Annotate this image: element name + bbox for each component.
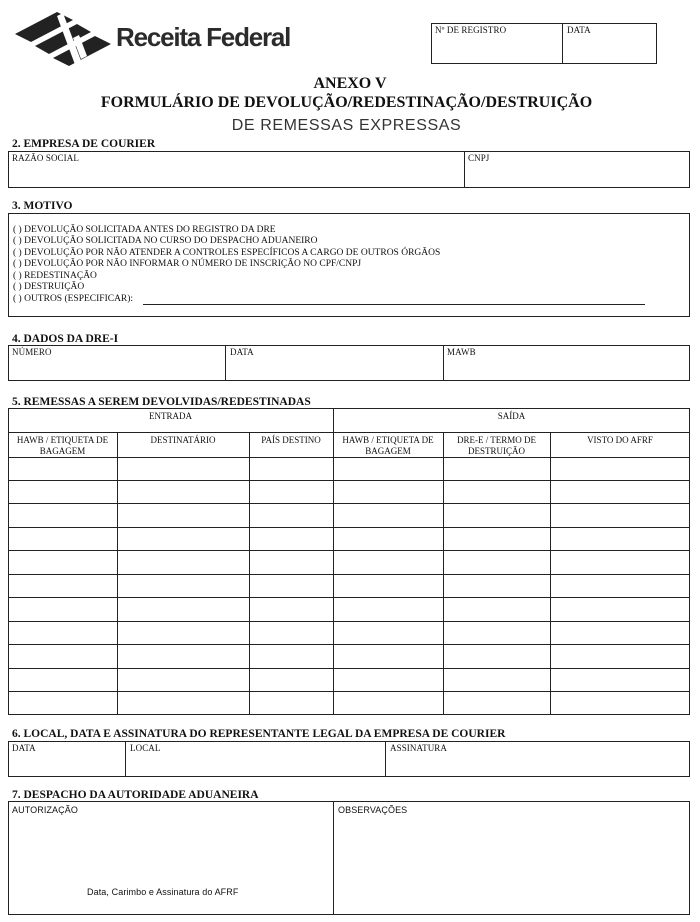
- col-pais-destino: PAÍS DESTINO: [261, 435, 321, 445]
- observacoes-label: OBSERVAÇÕES: [338, 805, 408, 815]
- afrf-signature-caption: Data, Carimbo e Assinatura do AFRF: [87, 887, 239, 897]
- motivo-option[interactable]: ( ) DEVOLUÇÃO POR NÃO INFORMAR O NÚMERO DE INSCRIÇÃO NO CPF/CNPJ: [13, 259, 362, 269]
- section-7-title: 7. DESPACHO DA AUTORIDADE ADUANEIRA: [12, 789, 259, 801]
- section-2-title: 2. EMPRESA DE COURIER: [12, 138, 156, 150]
- razao-social-label: RAZÃO SOCIAL: [12, 153, 79, 163]
- registro-label: Nº DE REGISTRO: [435, 25, 507, 35]
- motivo-option[interactable]: ( ) DEVOLUÇÃO SOLICITADA NO CURSO DO DESPACHO ADUANEIRO: [13, 236, 318, 246]
- motivo-option[interactable]: ( ) DESTRUIÇÃO: [13, 282, 85, 292]
- section-6-title: 6. LOCAL, DATA E ASSINATURA DO REPRESENTANTE LEGAL DA EMPRESA DE COURIER: [12, 728, 506, 740]
- cnpj-label: CNPJ: [468, 153, 490, 163]
- outros-line[interactable]: [143, 304, 645, 305]
- assinatura-label: ASSINATURA: [390, 743, 448, 753]
- mawb-label: MAWB: [447, 347, 476, 357]
- section-3-title: 3. MOTIVO: [12, 200, 73, 212]
- registro-data-label: DATA: [567, 25, 591, 35]
- motivo-option[interactable]: ( ) DEVOLUÇÃO POR NÃO ATENDER A CONTROLES ESPECÍFICOS A CARGO DE OUTROS ÓRGÃOS: [13, 248, 441, 258]
- local-data-label: DATA: [12, 743, 36, 753]
- numero-label: NÚMERO: [12, 347, 52, 357]
- col-hawb-saida: HAWB / ETIQUETA DE BAGAGEM: [342, 435, 434, 456]
- despacho-box: [8, 801, 690, 915]
- motivo-option[interactable]: ( ) DEVOLUÇÃO SOLICITADA ANTES DO REGISTRO DA DRE: [13, 225, 276, 235]
- saida-header: SAÍDA: [497, 411, 526, 421]
- section-5-title: 5. REMESSAS A SEREM DEVOLVIDAS/REDESTINADAS: [12, 396, 311, 408]
- motivo-option[interactable]: ( ) OUTROS (ESPECIFICAR):: [13, 294, 134, 304]
- dre-data-label: DATA: [230, 347, 254, 357]
- local-label: LOCAL: [130, 743, 161, 753]
- form-subtitle: DE REMESSAS EXPRESSAS: [231, 117, 462, 134]
- motivo-option[interactable]: ( ) REDESTINAÇÃO: [13, 271, 97, 281]
- annex-title: ANEXO V: [313, 75, 387, 92]
- logo-text: Receita Federal: [116, 22, 291, 52]
- courier-box: [8, 151, 690, 188]
- entrada-header: ENTRADA: [149, 411, 192, 421]
- receita-logo-icon: [13, 8, 113, 72]
- assinatura-box: [8, 741, 690, 777]
- col-visto-afrf: VISTO DO AFRF: [587, 435, 653, 445]
- autorizacao-label: AUTORIZAÇÃO: [12, 805, 78, 815]
- col-hawb-entrada: HAWB / ETIQUETA DE BAGAGEM: [16, 435, 109, 456]
- form-title: FORMULÁRIO DE DEVOLUÇÃO/REDESTINAÇÃO/DESTRUIÇÃO: [100, 94, 593, 111]
- dre-box: [8, 345, 690, 381]
- col-destinatario: DESTINATÁRIO: [150, 435, 216, 445]
- section-4-title: 4. DADOS DA DRE-I: [12, 333, 119, 345]
- col-dre-e: DRE-E / TERMO DE DESTRUIÇÃO: [456, 435, 537, 456]
